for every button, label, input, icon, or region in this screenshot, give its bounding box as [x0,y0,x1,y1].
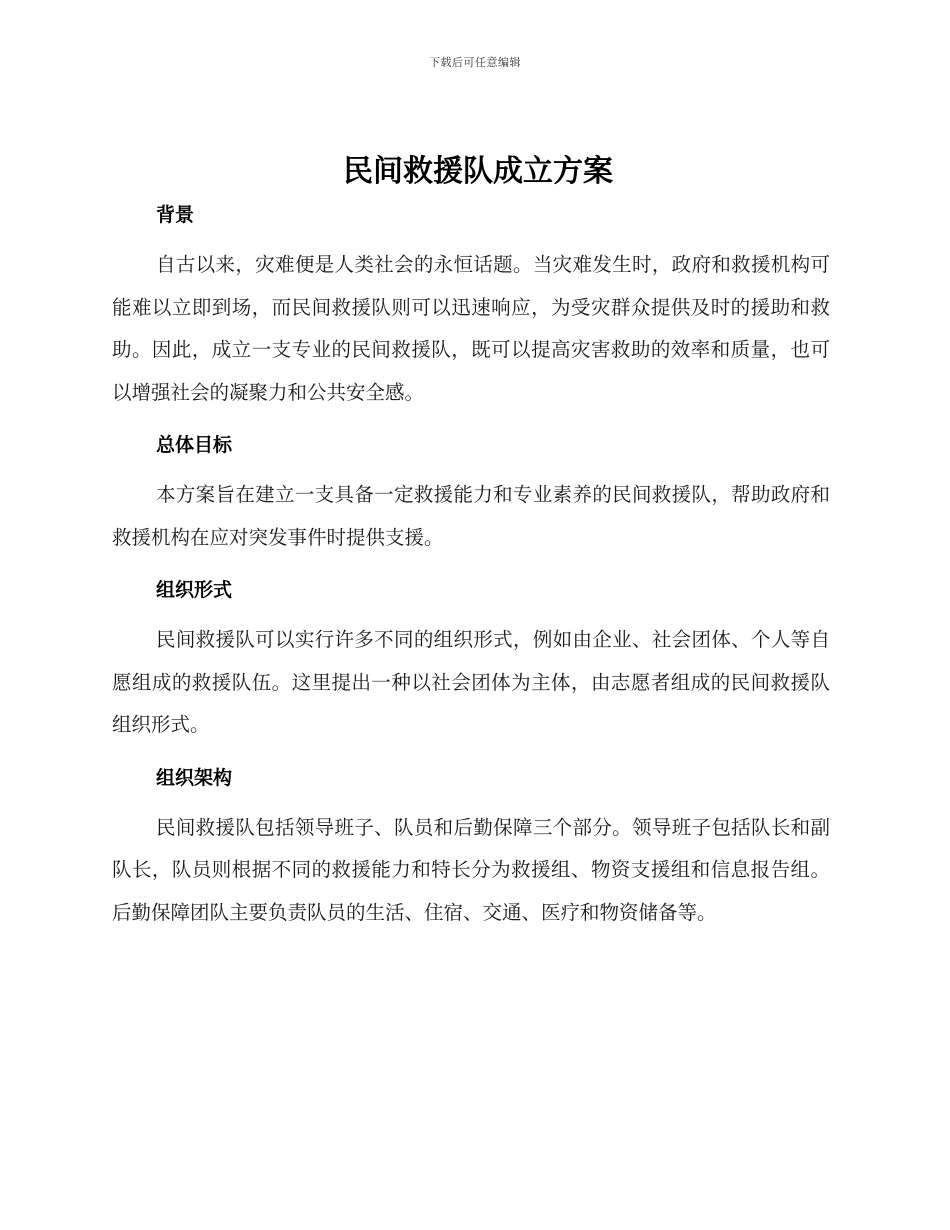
section-body-organization-structure: 民间救援队包括领导班子、队员和后勤保障三个部分。领导班子包括队长和副队长，队员则根据不同的救援能力和特长分为救援组、物资支援组和信息报告组。后勤保障团队主要负责队员的生活、住宿、交通、医疗和物资储备等。 [112,815,830,924]
document-title: 民间救援队成立方案 [343,154,613,189]
section-body-overall-goal: 本方案旨在建立一支具备一定救援能力和专业素养的民间救援队，帮助政府和救援机构在应对突发事件时提供支援。 [112,483,830,549]
section-heading-background: 背景 [156,204,195,226]
section-heading-organization-form: 组织形式 [156,579,233,601]
document-content [112,150,830,948]
section-heading-overall-goal: 总体目标 [156,434,233,456]
header-note: 下载后可任意编辑 [429,56,521,69]
section-body-background: 自古以来，灾难便是人类社会的永恒话题。当灾难发生时，政府和救援机构可能难以立即到场，而民间救援队则可以迅速响应，为受灾群众提供及时的援助和救助。因此，成立一支专业的民间救援队，既可以提高灾害救助的效率和质量，也可以增强社会的凝聚力和公共安全感。 [112,253,830,404]
section-heading-organization-structure: 组织架构 [156,766,233,789]
section-body-organization-form: 民间救援队可以实行许多不同的组织形式，例如由企业、社会团体、个人等自愿组成的救援队伍。这里提出一种以社会团体为主体，由志愿者组成的民间救援队组织形式。 [112,628,830,736]
